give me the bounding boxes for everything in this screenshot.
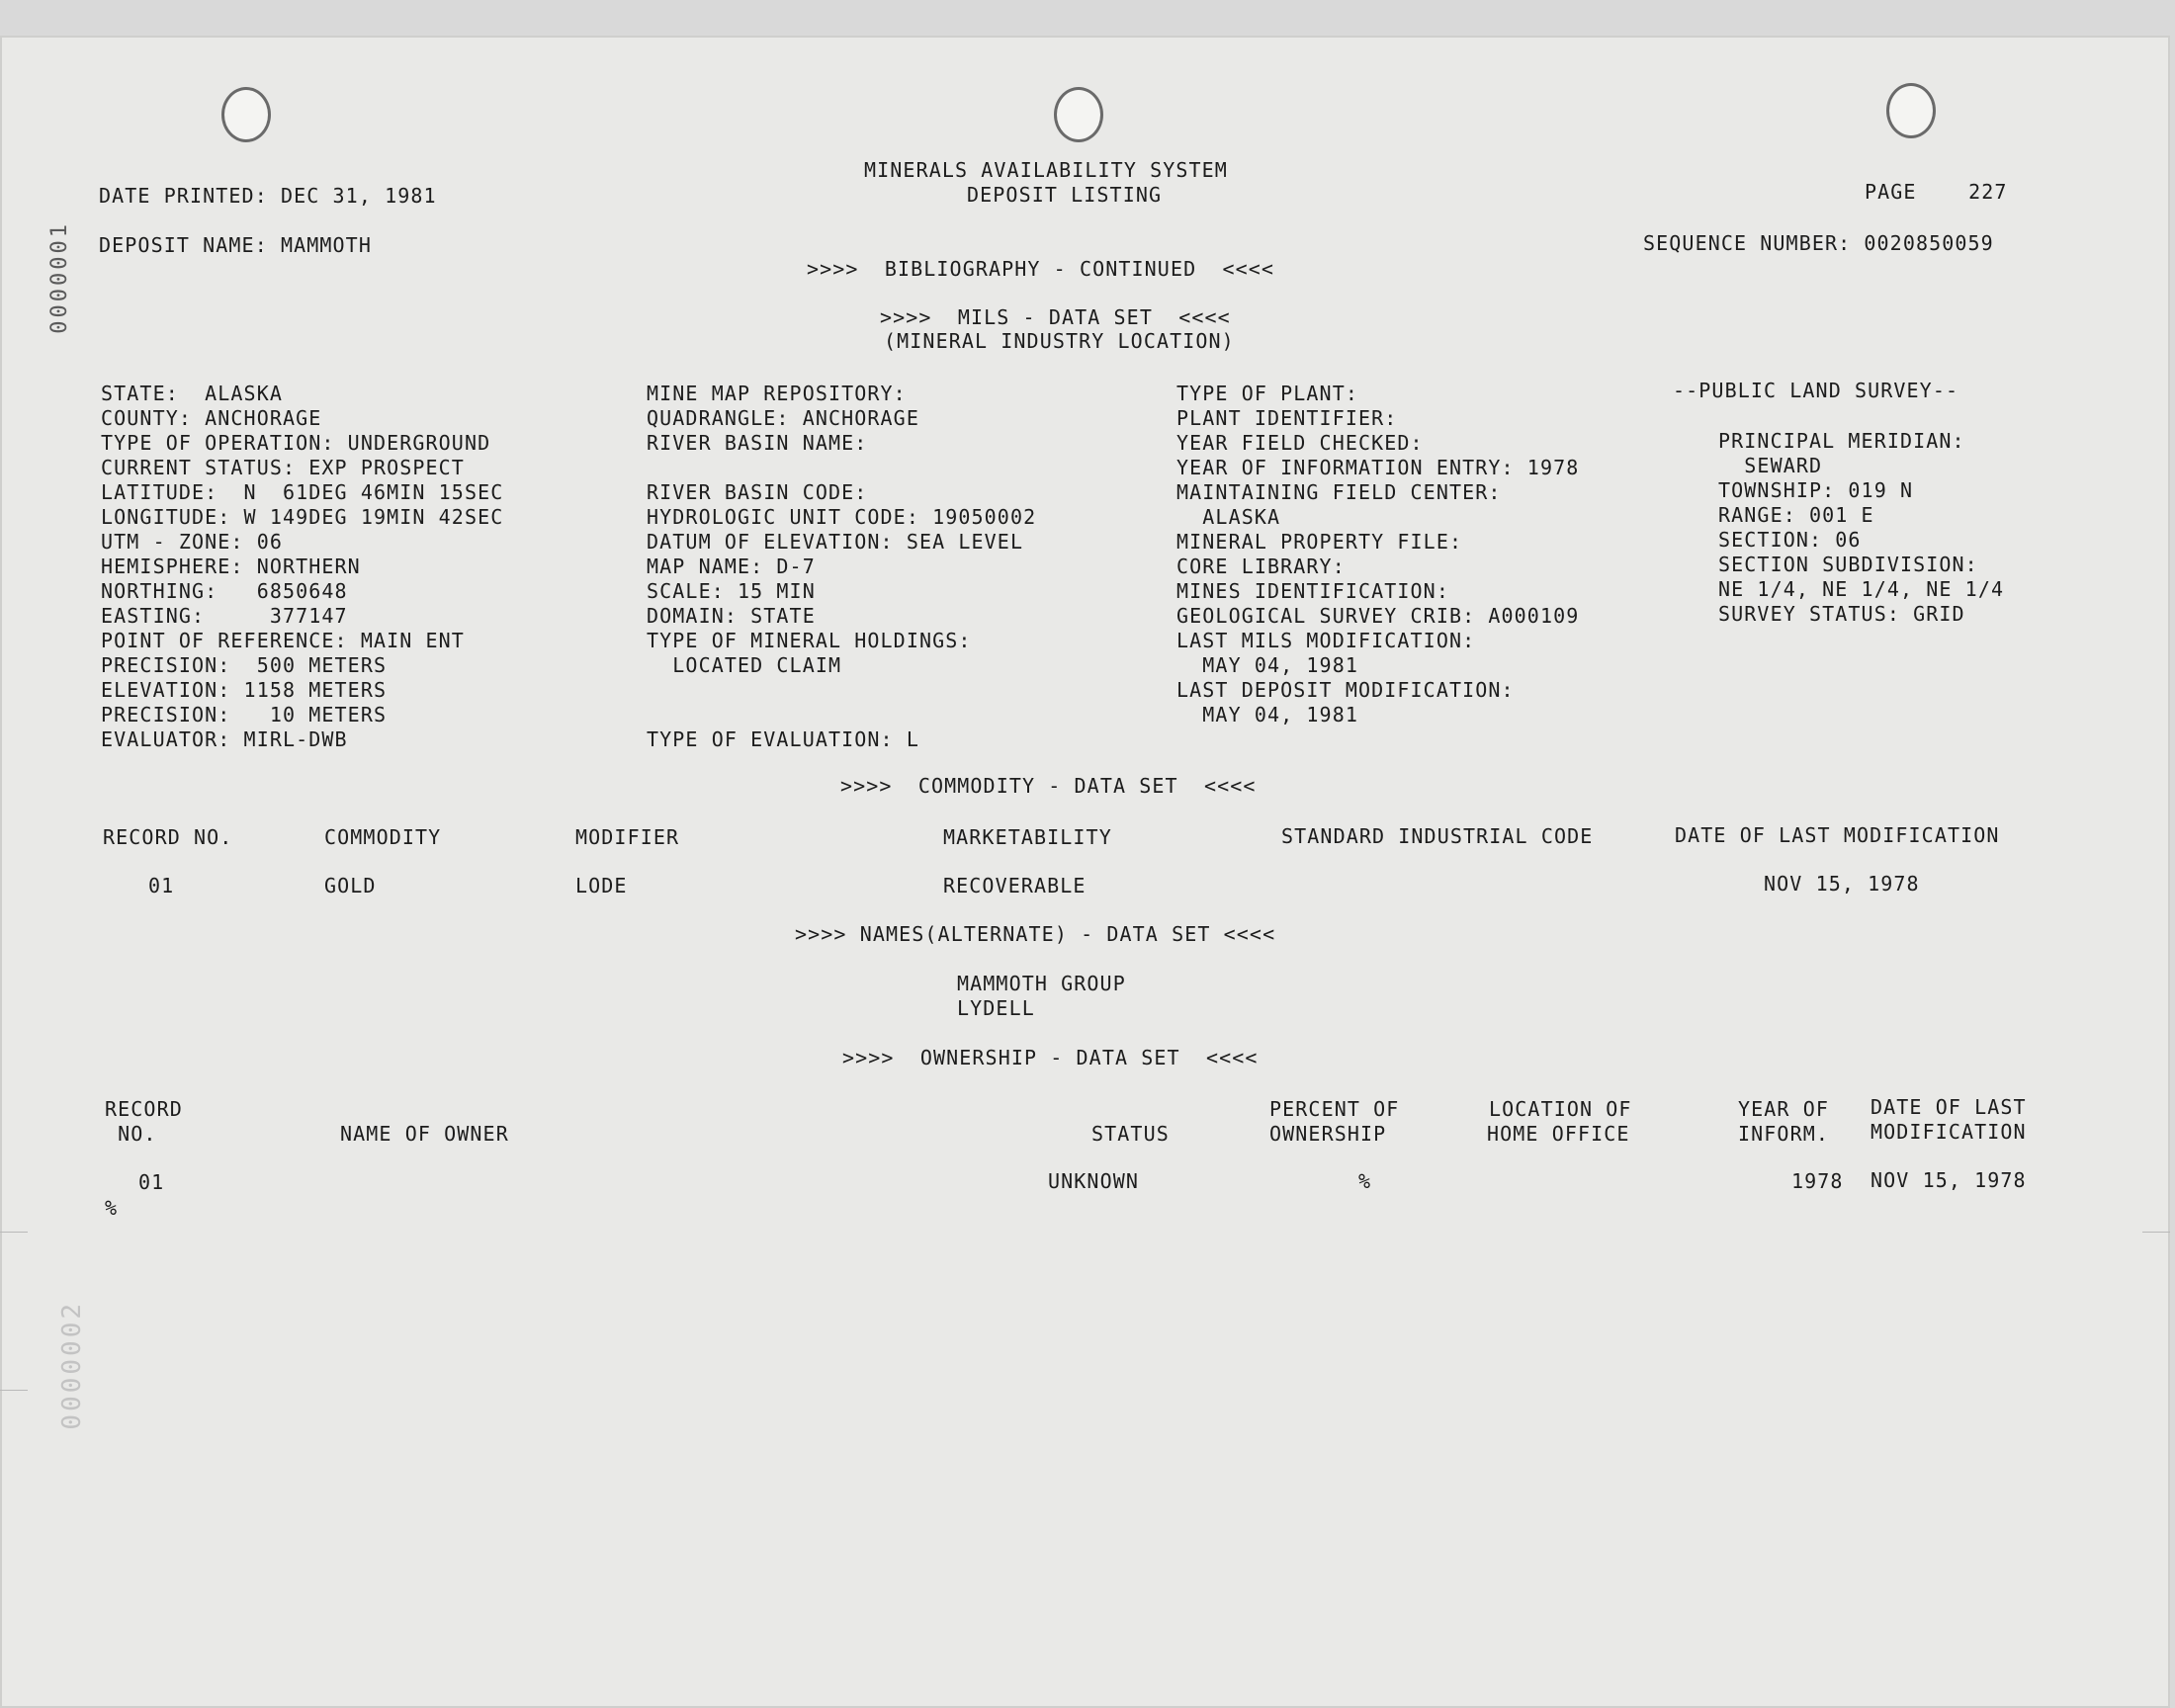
fold-mark	[0, 1390, 28, 1391]
bibliography-heading: >>>> BIBLIOGRAPHY - CONTINUED <<<<	[807, 257, 1275, 281]
mils-field: TYPE OF EVALUATION: L	[647, 727, 919, 751]
commodity-header-sic: STANDARD INDUSTRIAL CODE	[1281, 824, 1594, 848]
mils-field: DATUM OF ELEVATION: SEA LEVEL	[647, 530, 1024, 554]
ownership-header-percent: PERCENT OF	[1269, 1097, 1400, 1121]
edge-mark-top: 0000001	[47, 221, 72, 334]
mils-field: COUNTY: ANCHORAGE	[101, 406, 322, 430]
survey-field: SECTION SUBDIVISION:	[1718, 553, 1978, 576]
mils-field: LAST MILS MODIFICATION:	[1176, 629, 1476, 652]
mils-field: TYPE OF OPERATION: UNDERGROUND	[101, 431, 491, 455]
fold-mark	[2142, 1232, 2170, 1233]
alternate-name: LYDELL	[957, 996, 1035, 1020]
commodity-header-record-no: RECORD NO.	[103, 825, 233, 849]
mils-field: UTM - ZONE: 06	[101, 530, 283, 554]
survey-field: RANGE: 001 E	[1718, 503, 1874, 527]
mils-field	[647, 703, 1036, 727]
mils-field: SCALE: 15 MIN	[647, 579, 816, 603]
mils-field	[647, 678, 1036, 703]
survey-field: TOWNSHIP: 019 N	[1718, 478, 1914, 502]
fold-mark	[0, 1232, 28, 1233]
ownership-header-no: NO.	[105, 1122, 157, 1146]
mils-field: GEOLOGICAL SURVEY CRIB: A000109	[1176, 604, 1580, 628]
mils-column-1	[101, 382, 503, 752]
mils-field	[647, 456, 1036, 480]
ownership-title: >>>> OWNERSHIP - DATA SET <<<<	[842, 1046, 1259, 1069]
commodity-row-record-no: 01	[148, 874, 175, 897]
mils-field: STATE: ALASKA	[101, 382, 283, 405]
ownership-row-status: UNKNOWN	[1048, 1169, 1139, 1193]
mils-field: TYPE OF PLANT:	[1176, 382, 1358, 405]
ownership-row-date: NOV 15, 1978	[1870, 1168, 2027, 1192]
ownership-row-no: 01	[138, 1170, 165, 1194]
mils-field: MINERAL PROPERTY FILE:	[1176, 530, 1463, 554]
punch-hole-left	[221, 87, 271, 142]
mils-field: NORTHING: 6850648	[101, 579, 348, 603]
commodity-header-commodity: COMMODITY	[324, 825, 442, 849]
mils-field: POINT OF REFERENCE: MAIN ENT	[101, 629, 465, 652]
ownership-trailer: %	[105, 1196, 119, 1220]
mils-field: DOMAIN: STATE	[647, 604, 816, 628]
document-page	[0, 36, 2170, 1708]
ownership-header-date: MODIFICATION	[1870, 1120, 2027, 1144]
mils-field: MINES IDENTIFICATION:	[1176, 579, 1449, 603]
mils-field: HEMISPHERE: NORTHERN	[101, 555, 361, 578]
mils-column-4	[1718, 429, 2004, 627]
mils-field: LOCATED CLAIM	[647, 653, 842, 677]
ownership-header-percent: OWNERSHIP	[1269, 1122, 1387, 1146]
mils-field: MAY 04, 1981	[1176, 703, 1358, 726]
survey-field: SECTION: 06	[1718, 528, 1862, 552]
mils-field: MINE MAP REPOSITORY:	[647, 382, 907, 405]
commodity-title: >>>> COMMODITY - DATA SET <<<<	[840, 774, 1257, 798]
mils-field: RIVER BASIN CODE:	[647, 480, 868, 504]
punch-hole-center	[1054, 87, 1103, 142]
mils-field: MAY 04, 1981	[1176, 653, 1358, 677]
ownership-header-name: NAME OF OWNER	[340, 1122, 509, 1146]
mils-field: EVALUATOR: MIRL-DWB	[101, 727, 348, 751]
page-number: PAGE 227	[1865, 180, 2008, 204]
mils-field: YEAR FIELD CHECKED:	[1176, 431, 1424, 455]
mils-field: LONGITUDE: W 149DEG 19MIN 42SEC	[101, 505, 504, 529]
edge-mark-bottom: 0000002	[57, 1301, 87, 1430]
mils-field: PRECISION: 500 METERS	[101, 653, 388, 677]
mils-field: PLANT IDENTIFIER:	[1176, 406, 1398, 430]
alternate-name: MAMMOTH GROUP	[957, 972, 1126, 995]
mils-field: PRECISION: 10 METERS	[101, 703, 388, 726]
mils-field: HYDROLOGIC UNIT CODE: 19050002	[647, 505, 1037, 529]
date-printed: DATE PRINTED: DEC 31, 1981	[99, 184, 437, 208]
ownership-header-location: LOCATION OF	[1489, 1097, 1632, 1121]
ownership-header-date: DATE OF LAST	[1870, 1095, 2027, 1119]
survey-field: SEWARD	[1718, 454, 1823, 477]
mils-field: ALASKA	[1176, 505, 1281, 529]
sequence-number: SEQUENCE NUMBER: 0020850059	[1643, 231, 1994, 255]
mils-field: ELEVATION: 1158 METERS	[101, 678, 388, 702]
survey-field: PRINCIPAL MERIDIAN:	[1718, 429, 1965, 453]
mils-field: YEAR OF INFORMATION ENTRY: 1978	[1176, 456, 1580, 479]
mils-field: EASTING: 377147	[101, 604, 348, 628]
ownership-header-location: HOME OFFICE	[1487, 1122, 1630, 1146]
mils-field: LATITUDE: N 61DEG 46MIN 15SEC	[101, 480, 504, 504]
commodity-row-date-mod: NOV 15, 1978	[1764, 872, 1920, 896]
commodity-row-modifier: LODE	[575, 874, 628, 897]
deposit-name: DEPOSIT NAME: MAMMOTH	[99, 233, 372, 257]
mils-field: CORE LIBRARY:	[1176, 555, 1346, 578]
commodity-header-modifier: MODIFIER	[575, 825, 680, 849]
mils-title: >>>> MILS - DATA SET <<<<	[880, 305, 1231, 329]
names-title: >>>> NAMES(ALTERNATE) - DATA SET <<<<	[795, 922, 1276, 946]
ownership-row-percent: %	[1358, 1169, 1372, 1193]
mils-field: RIVER BASIN NAME:	[647, 431, 868, 455]
commodity-row-marketability: RECOVERABLE	[943, 874, 1087, 897]
punch-hole-right	[1886, 83, 1936, 138]
mils-field: CURRENT STATUS: EXP PROSPECT	[101, 456, 465, 479]
ownership-header-record: RECORD	[105, 1097, 183, 1121]
mils-field: MAP NAME: D-7	[647, 555, 816, 578]
listing-title: DEPOSIT LISTING	[967, 183, 1163, 207]
public-land-survey-title: --PUBLIC LAND SURVEY--	[1673, 379, 1959, 402]
commodity-header-date-mod: DATE OF LAST MODIFICATION	[1675, 823, 2000, 847]
ownership-header-status: STATUS	[1091, 1122, 1170, 1146]
mils-column-2	[647, 382, 1036, 752]
commodity-header-marketability: MARKETABILITY	[943, 825, 1112, 849]
ownership-row-year: 1978	[1791, 1169, 1844, 1193]
survey-field: SURVEY STATUS: GRID	[1718, 602, 1965, 626]
survey-field: NE 1/4, NE 1/4, NE 1/4	[1718, 577, 2005, 601]
ownership-header-year: INFORM.	[1738, 1122, 1829, 1146]
mils-field: QUADRANGLE: ANCHORAGE	[647, 406, 919, 430]
mils-field: MAINTAINING FIELD CENTER:	[1176, 480, 1502, 504]
mils-field: TYPE OF MINERAL HOLDINGS:	[647, 629, 972, 652]
ownership-header-year: YEAR OF	[1738, 1097, 1829, 1121]
mils-column-3	[1176, 382, 1579, 727]
system-title: MINERALS AVAILABILITY SYSTEM	[864, 158, 1228, 182]
mils-subtitle: (MINERAL INDUSTRY LOCATION)	[884, 329, 1235, 353]
commodity-row-commodity: GOLD	[324, 874, 377, 897]
mils-field: LAST DEPOSIT MODIFICATION:	[1176, 678, 1515, 702]
